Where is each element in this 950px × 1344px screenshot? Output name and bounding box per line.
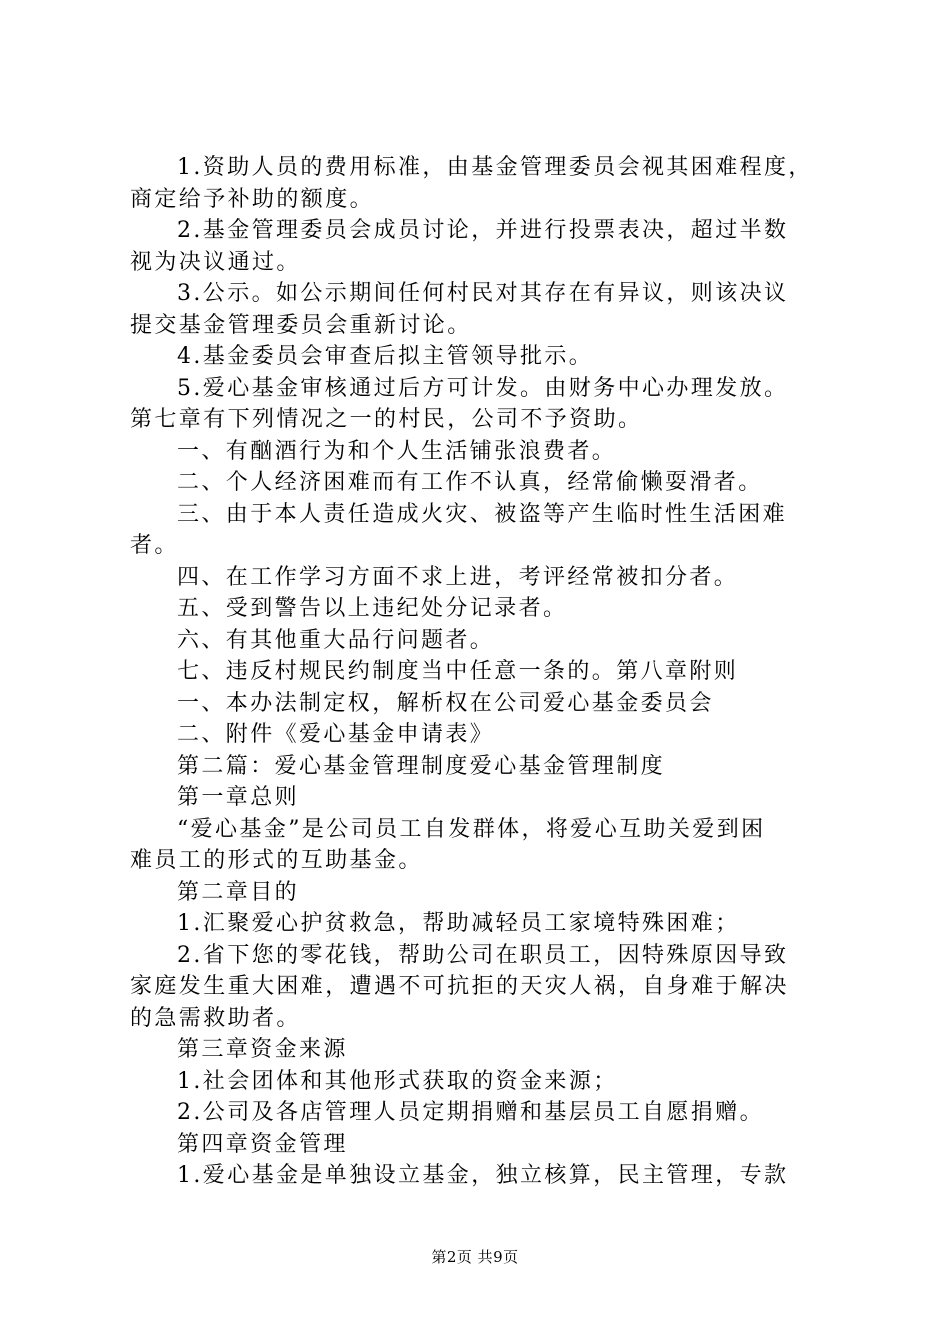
text-line: 四、在工作学习方面不求上进，考评经常被扣分者。 <box>177 564 739 590</box>
text-line: 第四章资金管理 <box>177 1131 348 1157</box>
text-line: 二、附件《爱心基金申请表》 <box>177 722 495 747</box>
text-line: 商定给予补助的额度。 <box>130 186 375 212</box>
text-line: 提交基金管理委员会重新讨论。 <box>130 312 472 338</box>
text-line: 第二篇：爱心基金管理制度爱心基金管理制度 <box>177 753 666 779</box>
text-line: 1.社会团体和其他形式获取的资金来源； <box>177 1068 618 1094</box>
text-line: 五、受到警告以上违纪处分记录者。 <box>177 596 568 621</box>
text-line: 一、有酗酒行为和个人生活铺张浪费者。 <box>177 438 617 464</box>
text-line: 5.爱心基金审核通过后方可计发。由财务中心办理发放。 <box>177 375 789 401</box>
text-line: 第一章总则 <box>177 785 300 810</box>
text-line: 七、违反村规民约制度当中任意一条的。第八章附则 <box>177 659 739 684</box>
document-body <box>130 152 835 1192</box>
text-line: 六、有其他重大品行问题者。 <box>177 627 495 653</box>
text-line: 2.公司及各店管理人员定期捐赠和基层员工自愿捐赠。 <box>177 1100 764 1125</box>
text-line: 1.汇聚爱心护贫救急，帮助减轻员工家境特殊困难； <box>177 911 740 936</box>
text-line: “爱心基金”是公司员工自发群体，将爱心互助关爱到困 <box>177 816 766 842</box>
page-number-footer: 第2页 共9页 <box>431 1248 519 1266</box>
text-line: 3.公示。如公示期间任何村民对其存在有异议，则该决议 <box>177 281 789 306</box>
text-line: 家庭发生重大困难，遭遇不可抗拒的天灾人祸，自身难于解决 <box>130 974 789 999</box>
text-line: 4.基金委员会审查后拟主管领导批示。 <box>177 344 594 369</box>
text-line: 第三章资金来源 <box>177 1037 348 1062</box>
text-line: 三、由于本人责任造成火灾、被盗等产生临时性生活困难 <box>177 501 788 527</box>
text-line: 1.资助人员的费用标准，由基金管理委员会视其困难程度， <box>177 155 813 180</box>
text-line: 1.爱心基金是单独设立基金，独立核算，民主管理，专款 <box>177 1163 789 1188</box>
text-line: 者。 <box>130 533 179 558</box>
text-line: 视为决议通过。 <box>130 249 301 275</box>
text-line: 第七章有下列情况之一的村民，公司不予资助。 <box>130 407 643 432</box>
text-line: 2.省下您的零花钱，帮助公司在职员工，因特殊原因导致 <box>177 942 789 968</box>
text-line: 第二章目的 <box>177 879 300 905</box>
text-line: 一、本办法制定权，解析权在公司爱心基金委员会 <box>177 690 714 716</box>
text-line: 难员工的形式的互助基金。 <box>130 848 423 873</box>
text-line: 的急需救助者。 <box>130 1005 301 1031</box>
text-line: 二、个人经济困难而有工作不认真，经常偷懒耍滑者。 <box>177 470 763 495</box>
text-line: 2.基金管理委员会成员讨论，并进行投票表决，超过半数 <box>177 218 789 243</box>
